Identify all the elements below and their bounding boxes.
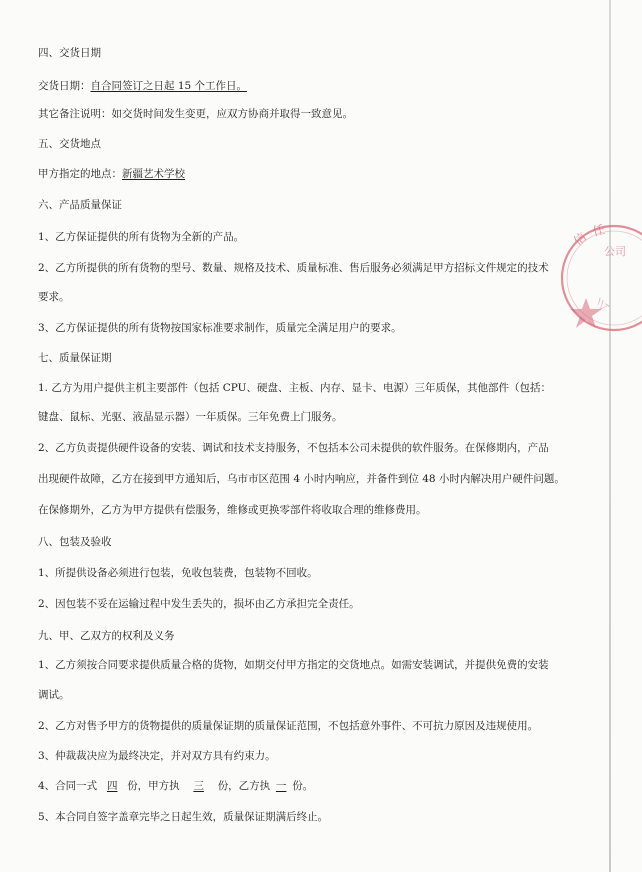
section-9-item-1-line-2: 调试。 (38, 689, 70, 701)
party-a-copies-value: 三 (193, 780, 204, 792)
total-copies-value: 四 (106, 780, 118, 792)
copies-suffix: 份。 (292, 780, 314, 792)
party-b-copies-value: 一 (275, 780, 287, 792)
section-7-item-1-line-1: 1. 乙方为用户提供主机主要部件（包括 CPU、硬盘、主板、内存、显卡、电源）三年质保，其他部件（包括： (38, 382, 551, 394)
section-9-item-4 (38, 779, 586, 793)
seal-graphic (552, 210, 642, 350)
section-9-item-5: 5、本合同自签字盖章完毕之日起生效，质量保证期满后终止。 (38, 811, 329, 823)
delivery-location-line (38, 167, 586, 181)
other-note: 其它备注说明：如交货时间发生变更，应双方协商并取得一致意见。 (38, 108, 353, 120)
section-7-item-2-line-2: 出现硬件故障，乙方在接到甲方通知后，乌市市区范围 4 小时内响应，并备件到位 48 小时内解决用户硬件问题。 (38, 473, 565, 485)
section-4-title: 四、交货日期 (38, 47, 101, 59)
section-6-item-2-line-1: 2、乙方所提供的所有货物的型号、数量、规格及技术、质量标准、售后服务必须满足甲方招标文件规定的技术 (38, 262, 549, 274)
copies-mid-2: 份，乙方执 (217, 780, 271, 792)
section-7-item-1-line-2: 键盘、鼠标、光驱、液晶显示器）一年质保。三年免费上门服务。 (38, 411, 343, 423)
section-6-item-3: 3、乙方保证提供的所有货物按国家标准要求制作，质量完全满足用户的要求。 (38, 322, 402, 334)
svg-text:任: 任 (591, 222, 607, 239)
delivery-date-line (38, 79, 586, 93)
section-6-item-2-line-2: 要求。 (38, 291, 70, 303)
section-9-item-2: 2、乙方对售予甲方的货物提供的质量保证期的质量保证范围，不包括意外事件、不可抗力原因及违规使用。 (38, 720, 539, 732)
svg-text:么: 么 (594, 295, 612, 314)
section-8-item-2: 2、因包装不妥在运输过程中发生丢失的，损坏由乙方承担完全责任。 (38, 598, 360, 610)
section-9-title: 九、甲、乙双方的权利及义务 (38, 630, 175, 642)
delivery-location-value: 新疆艺术学校 (122, 168, 185, 180)
delivery-date-value: 自合同签订之日起 15 个工作日。 (90, 80, 248, 92)
section-5-title: 五、交货地点 (38, 138, 101, 150)
section-9-item-1-line-1: 1、乙方须按合同要求提供质量合格的货物，如期交付甲方指定的交货地点。如需安装调试，并提供免费的安装 (38, 659, 549, 671)
svg-text:信: 信 (570, 229, 590, 249)
section-7-item-2-line-3: 在保修期外，乙方为甲方提供有偿服务，维修或更换零部件将收取合理的维修费用。 (38, 504, 427, 516)
section-8-item-1: 1、所提供设备必须进行包装，免收包装费，包装物不回收。 (38, 567, 318, 579)
section-9-item-3: 3、仲裁裁决应为最终决定，并对双方具有约束力。 (38, 750, 276, 762)
section-8-title: 八、包装及验收 (38, 536, 112, 548)
section-6-item-1: 1、乙方保证提供的所有货物为全新的产品。 (38, 231, 245, 243)
delivery-location-label: 甲方指定的地点： (38, 168, 122, 180)
svg-text:公司: 公司 (604, 245, 626, 258)
copies-prefix: 4、合同一式 (38, 780, 98, 792)
delivery-date-label: 交货日期： (38, 80, 91, 92)
section-7-item-2-line-1: 2、乙方负责提供硬件设备的安装、调试和技术支持服务，不包括本公司未提供的软件服务。在保修期内，产品 (38, 442, 549, 454)
page-edge-shadow (609, 0, 611, 872)
section-6-title: 六、产品质量保证 (38, 199, 122, 211)
section-7-title: 七、质量保证期 (38, 352, 112, 364)
company-seal-partial (552, 210, 642, 350)
copies-mid-1: 份，甲方执 (127, 780, 180, 792)
